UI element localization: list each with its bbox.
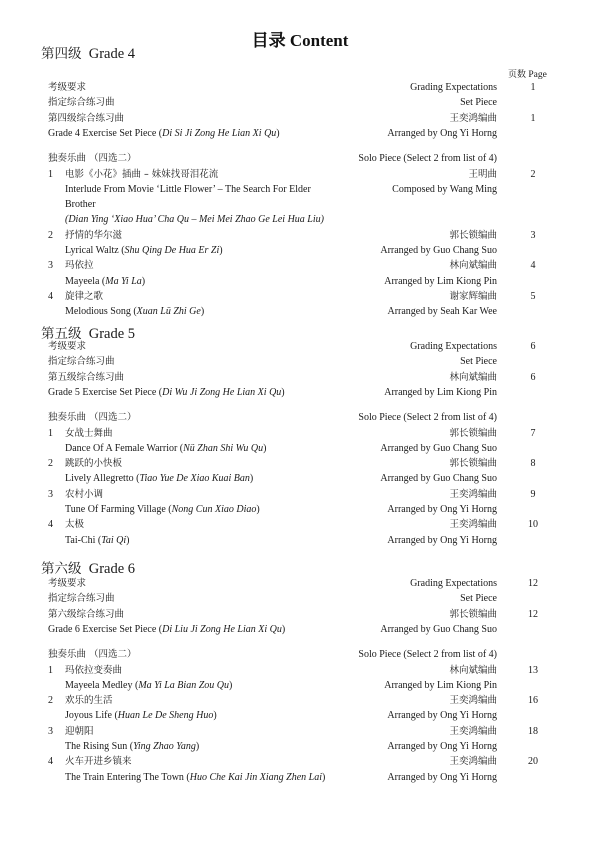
arranger-en: Composed by Wang Ming: [392, 183, 497, 195]
page-number: 12: [528, 608, 538, 620]
title-pinyin: Di Liu Ji Zong He Lian Xi Qu: [162, 623, 282, 635]
title-close: ): [249, 473, 254, 485]
item-number: 4: [48, 290, 53, 302]
section-label-zh: 指定综合练习曲: [48, 97, 115, 109]
toc-entry-solo-en: [0, 502, 600, 517]
entry-title-en: [65, 533, 130, 548]
page-column-header-en: Page: [528, 70, 547, 80]
toc-entry-solo[interactable]: [0, 693, 600, 708]
item-number: 2: [48, 695, 53, 707]
title-close: ): [228, 679, 233, 691]
section-label-zh: 独奏乐曲 （四选二）: [48, 153, 137, 165]
title-pinyin: Nong Cun Xiao Diao: [171, 504, 257, 515]
entry-title-zh: 考级要求: [48, 82, 87, 93]
title-en: Lively Allegretto (: [65, 473, 140, 485]
arranger-en: Arranged by Ong Yi Horng: [387, 771, 497, 783]
toc-section-set-piece: [0, 95, 600, 110]
page-column-header: [508, 67, 547, 80]
arranger-en: Arranged by Guo Chang Suo: [380, 442, 497, 454]
toc-entry-solo[interactable]: [0, 167, 600, 182]
arranger-en: Arranged by Ong Yi Horng: [387, 741, 497, 752]
toc-entry-exercise-en: [0, 622, 600, 637]
toc-entry-exercise[interactable]: [0, 607, 600, 622]
entry-title-en: [65, 708, 217, 723]
entry-title-zh: 欢乐的生活: [65, 695, 113, 707]
toc-entry-exercise-en: [0, 385, 600, 400]
toc-section-set-piece: [0, 354, 600, 369]
entry-title-zh: 跳跃的小快板: [65, 458, 123, 470]
item-number: 2: [48, 458, 53, 470]
arranger-en: Arranged by Ong Yi Horng: [387, 127, 497, 139]
entry-title-en: Grading Expectations: [410, 341, 497, 352]
arranger-en: Arranged by Lim Kiong Pin: [384, 275, 497, 287]
title-close: ): [126, 534, 130, 546]
entry-title-zh: 抒情的华尔滋: [65, 229, 123, 241]
entry-title-en: [65, 678, 232, 693]
page-number: 16: [528, 695, 538, 707]
arranger-en: Arranged by Lim Kiong Pin: [384, 679, 497, 691]
page-number: 10: [528, 519, 538, 531]
grade-heading-en: Grade 5: [88, 326, 136, 342]
item-number: 1: [48, 664, 53, 676]
title-close: ): [195, 741, 200, 752]
grade-heading-en: Grade 4: [88, 46, 136, 62]
title-close: ): [213, 710, 217, 722]
toc-entry-solo-en: [0, 304, 600, 319]
arranger-zh: 王奕鸿编曲: [449, 756, 497, 768]
toc-entry-solo-en-cont: [0, 197, 600, 212]
title-en: Grade 6 Exercise Set Piece (: [48, 623, 163, 635]
entry-title-en: [65, 502, 260, 517]
entry-title-en: [48, 126, 280, 141]
page-number: 9: [530, 488, 536, 500]
title-pinyin: (Dian Ying ‘Xiao Hua’ Cha Qu – Mei Mei Zhao Ge Lei Hua Liu): [65, 214, 324, 226]
entry-title-zh: 第四级综合练习曲: [48, 112, 125, 124]
title-en: Lyrical Waltz (: [65, 245, 125, 256]
item-number: 1: [48, 168, 53, 180]
title-pinyin: Di Si Ji Zong He Lian Xi Qu: [162, 127, 277, 139]
item-number: 3: [48, 260, 53, 272]
entry-title-zh: 旋律之歌: [65, 290, 104, 302]
toc-entry-solo-en: [0, 678, 600, 693]
title-close: ): [141, 275, 146, 287]
entry-title-zh: 第五级综合练习曲: [48, 371, 125, 383]
page-title: 目录 Content: [251, 31, 349, 50]
title-en: Joyous Life (: [65, 710, 118, 722]
title-en: Grade 5 Exercise Set Piece (: [48, 386, 163, 398]
title-en: Melodious Song (: [65, 306, 137, 318]
section-label-en: Set Piece: [460, 356, 497, 368]
toc-entry-solo-en: [0, 274, 600, 289]
title-en: Grade 4 Exercise Set Piece (: [48, 127, 163, 139]
page-number: 12: [528, 578, 538, 589]
entry-title-zh: 玛依拉: [65, 260, 94, 272]
title-pinyin: Nü Zhan Shi Wu Qu: [183, 442, 264, 454]
title-close: ): [281, 623, 286, 635]
page-number: 1: [530, 112, 536, 124]
title-close: ): [276, 127, 280, 139]
title-pinyin: Shu Qing De Hua Er Zi: [124, 245, 220, 256]
toc-entry-solo-pinyin: [0, 212, 600, 227]
entry-title-en-cont: Brother: [65, 199, 96, 211]
toc-entry-solo-en: [0, 471, 600, 486]
toc-entry-solo[interactable]: [0, 456, 600, 471]
entry-title-zh: 太极: [65, 519, 85, 531]
title-en: Dance Of A Female Warrior (: [65, 442, 184, 454]
toc-entry-solo-en: [0, 441, 600, 456]
entry-title-zh: 玛依拉变奏曲: [65, 664, 123, 676]
arranger-en: Arranged by Guo Chang Suo: [380, 473, 497, 485]
title-close: ): [219, 245, 223, 256]
entry-title-en: [65, 304, 204, 319]
toc-entry-exercise-en: [0, 126, 600, 141]
arranger-en: Arranged by Ong Yi Horng: [387, 504, 497, 515]
page-number: 5: [530, 290, 536, 302]
title-close: ): [200, 306, 205, 318]
arranger-zh: 郭长锁编曲: [449, 427, 497, 439]
arranger-zh: 王奕鸿编曲: [449, 695, 497, 707]
toc-entry-grading-expectations[interactable]: [0, 80, 600, 95]
toc-entry-grading-expectations[interactable]: [0, 576, 600, 591]
entry-title-en: [65, 739, 199, 754]
grade-heading-zh: 第四级: [41, 46, 82, 62]
title-pinyin: Di Wu Ji Zong He Lian Xi Qu: [162, 386, 282, 398]
arranger-zh: 王奕鸿编曲: [449, 488, 497, 500]
title-pinyin: Xuan Lü Zhi Ge: [136, 306, 201, 318]
entry-title-en: [65, 770, 325, 785]
page-number: 20: [528, 756, 538, 768]
section-label-en: Solo Piece (Select 2 from list of 4): [358, 412, 497, 424]
page-number: 6: [530, 371, 536, 383]
title-pinyin: Huan Le De Sheng Huo: [117, 710, 214, 722]
toc-section-set-piece: [0, 591, 600, 606]
toc-entry-exercise[interactable]: [0, 370, 600, 385]
grade-heading-zh: 第五级: [41, 326, 82, 342]
item-number: 4: [48, 519, 53, 531]
title-close: ): [281, 386, 285, 398]
title-en: The Train Entering The Town (: [65, 771, 190, 783]
arranger-zh: 谢家辉编曲: [449, 290, 497, 302]
page-number: 6: [530, 341, 536, 352]
entry-title-en: [65, 274, 145, 289]
title-pinyin: Ma Yi La: [105, 275, 142, 287]
toc-entry-solo-en: [0, 533, 600, 548]
section-label-zh: 独奏乐曲 （四选二）: [48, 412, 137, 424]
section-label-en: Solo Piece (Select 2 from list of 4): [358, 649, 497, 661]
arranger-zh: 郭长锁编曲: [449, 229, 497, 241]
toc-entry-solo[interactable]: [0, 487, 600, 502]
arranger-zh: 王奕鸿编曲: [449, 519, 497, 531]
entry-title-en: Grading Expectations: [410, 578, 497, 589]
title-close: ): [322, 771, 326, 783]
entry-title-zh: 第六级综合练习曲: [48, 608, 125, 620]
title-en: The Rising Sun (: [65, 741, 134, 752]
toc-entry-solo[interactable]: [0, 724, 600, 739]
arranger-en: Arranged by Guo Chang Suo: [380, 623, 497, 635]
toc-entry-solo[interactable]: [0, 228, 600, 243]
toc-section-solo: [0, 410, 600, 425]
toc-section-solo: [0, 151, 600, 166]
section-label-zh: 指定综合练习曲: [48, 356, 115, 368]
arranger-zh: 王奕鸿编曲: [449, 112, 497, 124]
entry-title-zh: 火车开进乡镇来: [65, 756, 132, 768]
page-number: 18: [528, 725, 538, 737]
entry-title-en: Interlude From Movie ‘Little Flower’ – The Search For Elder: [65, 183, 311, 195]
grade-heading-zh: 第六级: [41, 561, 82, 577]
arranger-en: Arranged by Seah Kar Wee: [387, 306, 497, 318]
entry-title-en: Grading Expectations: [410, 82, 497, 93]
title-en: Tune Of Farming Village (: [65, 504, 172, 515]
page-number: 8: [530, 458, 536, 470]
toc-entry-solo-en: [0, 243, 600, 258]
page-number: 4: [530, 260, 536, 272]
page-number: 1: [530, 82, 536, 93]
title-pinyin: Tai Qi: [101, 534, 127, 546]
entry-title-en: [48, 622, 285, 637]
entry-title-en: [65, 441, 267, 456]
toc-entry-solo[interactable]: [0, 258, 600, 273]
item-number: 4: [48, 756, 53, 768]
toc-entry-exercise[interactable]: [0, 111, 600, 126]
toc-entry-solo-en: [0, 770, 600, 785]
entry-title-zh: 迎朝阳: [65, 725, 94, 737]
grade-heading-en: Grade 6: [88, 561, 136, 577]
page-number: 7: [530, 427, 536, 439]
arranger-zh: 林向斌编曲: [449, 260, 497, 272]
arranger-en: Arranged by Ong Yi Horng: [387, 710, 497, 722]
item-number: 3: [48, 488, 53, 500]
grade-heading: [41, 557, 135, 578]
item-number: 3: [48, 725, 53, 737]
arranger-en: Arranged by Ong Yi Horng: [387, 534, 497, 546]
page-column-header-zh: 页数: [508, 70, 527, 80]
title-pinyin: Ying Zhao Yang: [133, 741, 196, 752]
entry-title-en: [65, 243, 223, 258]
title-pinyin: Huo Che Kai Jin Xiang Zhen Lai: [189, 771, 322, 783]
toc-entry-solo[interactable]: [0, 754, 600, 769]
item-number: 2: [48, 229, 53, 241]
entry-title-zh: 电影《小花》插曲 – 妹妹找哥泪花流: [65, 168, 219, 180]
page-number: 13: [528, 664, 538, 676]
toc-entry-solo[interactable]: [0, 289, 600, 304]
title-en: Mayeela (: [65, 275, 106, 287]
toc-entry-solo[interactable]: [0, 517, 600, 532]
section-label-zh: 独奏乐曲 （四选二）: [48, 649, 137, 661]
title-en: Mayeela Medley (: [65, 679, 139, 691]
section-label-zh: 指定综合练习曲: [48, 593, 115, 605]
arranger-en: Arranged by Lim Kiong Pin: [384, 386, 497, 398]
toc-entry-solo-en: [0, 182, 600, 197]
toc-entry-solo[interactable]: [0, 426, 600, 441]
arranger-zh: 林向斌编曲: [449, 664, 497, 676]
entry-title-zh: 女战士舞曲: [65, 427, 113, 439]
arranger-zh: 林向斌编曲: [449, 371, 497, 383]
entry-title-en: [48, 385, 285, 400]
arranger-zh: 郭长锁编曲: [449, 458, 497, 470]
toc-section-solo: [0, 647, 600, 662]
toc-entry-solo-en: [0, 708, 600, 723]
toc-entry-grading-expectations[interactable]: [0, 339, 600, 354]
arranger-zh: 王明曲: [468, 168, 497, 180]
entry-title-zh: 考级要求: [48, 578, 87, 589]
arranger-zh: 郭长锁编曲: [449, 608, 497, 620]
page-number: 3: [530, 229, 536, 241]
title-en: Tai-Chi (: [65, 534, 102, 546]
section-label-en: Solo Piece (Select 2 from list of 4): [358, 153, 497, 165]
toc-entry-solo[interactable]: [0, 663, 600, 678]
arranger-en: Arranged by Guo Chang Suo: [380, 245, 497, 256]
item-number: 1: [48, 427, 53, 439]
entry-title-zh: 考级要求: [48, 341, 87, 352]
section-label-en: Set Piece: [460, 97, 497, 109]
entry-title-zh: 农村小调: [65, 488, 104, 500]
entry-title-en: [65, 471, 253, 486]
title-close: ): [263, 442, 267, 454]
title-pinyin: Ma Yi La Bian Zou Qu: [138, 679, 229, 691]
grade-heading: [41, 42, 135, 63]
title-pinyin: Tiao Yue De Xiao Kuai Ban: [139, 473, 250, 485]
section-label-en: Set Piece: [460, 593, 497, 605]
title-close: ): [256, 504, 260, 515]
page-number: 2: [530, 168, 536, 180]
arranger-zh: 王奕鸿编曲: [449, 725, 497, 737]
toc-entry-solo-en: [0, 739, 600, 754]
